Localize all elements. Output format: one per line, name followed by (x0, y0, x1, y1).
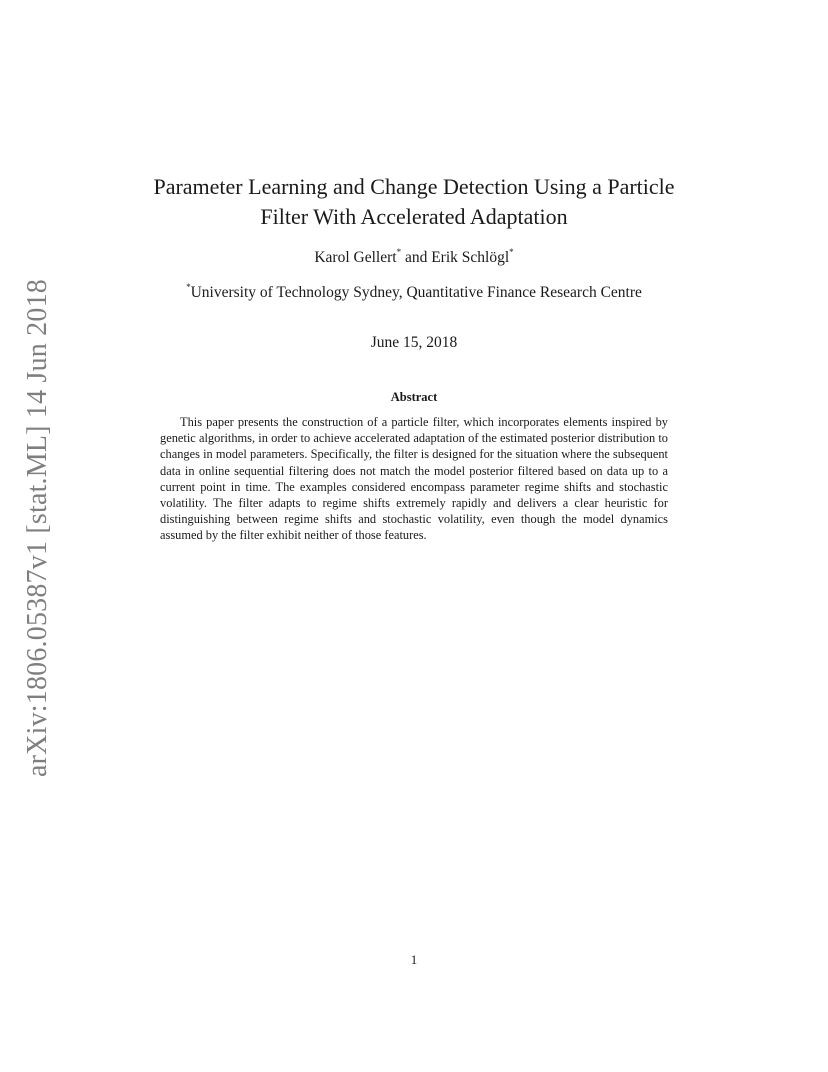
publication-date: June 15, 2018 (370, 334, 458, 351)
paper-title (100, 172, 728, 232)
author-gellert-affil-mark: * (396, 247, 402, 257)
abstract-body: This paper presents the construction of a particle filter, which incorporates elements inspired by genetic algorithms, in order to achieve accelerated adaptation of the estimated posterior distribution to changes in model parameters. Specifically, the filter is designed for the situation where the subsequent data in online sequential filtering does not match the model posterior filtered based on data up to a current point in time. The examples considered encompass parameter regime shifts and stochastic volatility. The filter adapts to regime shifts extremely rapidly and delivers a clear heuristic for distinguishing between regime shifts and stochastic volatility, even though the model dynamics assumed by the filter exhibit neither of those features. (160, 415, 668, 543)
author-gellert: Karol Gellert (314, 249, 397, 266)
title-line-1: Parameter Learning and Change Detection Using a Particle (153, 174, 675, 199)
author-list (100, 249, 728, 267)
arxiv-identifier-stamp: arXiv:1806.05387v1 [stat.ML] 14 Jun 2018 (22, 279, 53, 777)
author-schlogl: Erik Schlögl (431, 249, 510, 266)
author-conjunction: and (404, 249, 428, 266)
affiliation-text: University of Technology Sydney, Quantitative Finance Research Centre (190, 284, 642, 301)
author-schlogl-affil-mark: * (509, 247, 514, 257)
page-number: 1 (410, 952, 418, 967)
affiliation-mark: * (186, 282, 191, 292)
abstract-heading: Abstract (390, 390, 438, 404)
title-line-2: Filter With Accelerated Adaptation (260, 204, 568, 229)
affiliation (100, 284, 728, 302)
